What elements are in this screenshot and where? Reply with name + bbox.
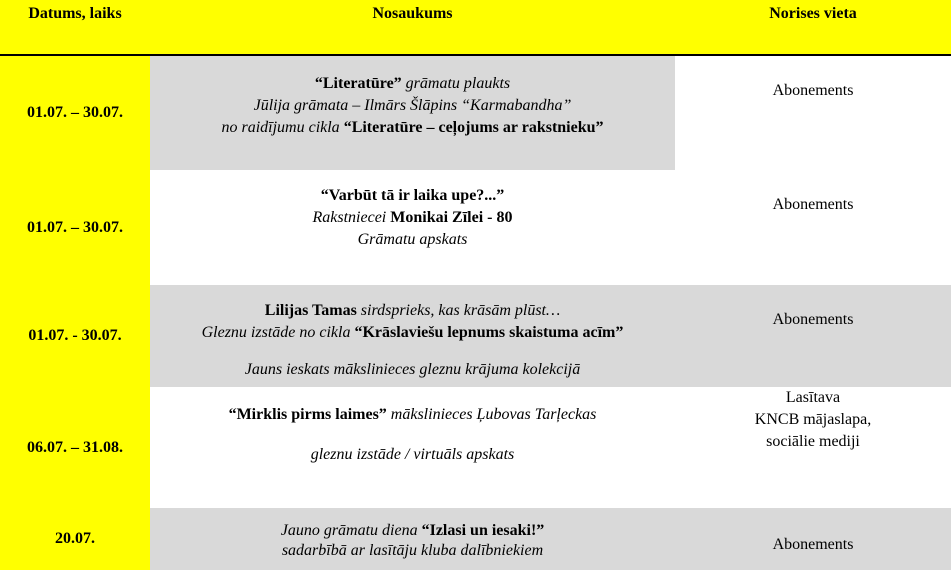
place-line: sociālie mediji xyxy=(766,433,860,450)
place-line: KNCB mājaslapa, xyxy=(754,411,872,428)
title-line: Jauno grāmatu diena “Izlasi un iesaki!” xyxy=(280,522,545,539)
title-line: gleznu izstāde / virtuāls apskats xyxy=(310,446,515,463)
table-row xyxy=(0,56,951,170)
row-title xyxy=(150,170,675,285)
row-title xyxy=(150,508,675,570)
row-title xyxy=(150,285,675,387)
title-line: Lilijas Tamas sirdsprieks, kas krāsām plūst… xyxy=(264,302,561,319)
title-line: “Varbūt tā ir laika upe?...” xyxy=(320,187,505,204)
table-row xyxy=(0,508,951,570)
row-title xyxy=(150,387,675,508)
place-line: Lasītava xyxy=(785,389,841,406)
row-date: 01.07. – 30.07. xyxy=(0,56,150,170)
title-line: Grāmatu apskats xyxy=(357,231,468,248)
row-title xyxy=(150,56,675,170)
header-title: Nosaukums xyxy=(372,5,453,22)
row-place xyxy=(675,56,951,170)
place-line: Abonements xyxy=(772,196,854,213)
row-place xyxy=(675,170,951,285)
header-date: Datums, laiks xyxy=(28,5,122,22)
title-line: Gleznu izstāde no cikla “Krāslaviešu lepnums skaistuma acīm” xyxy=(201,324,624,341)
table-header xyxy=(0,0,951,56)
row-place xyxy=(675,508,951,570)
row-date: 01.07. - 30.07. xyxy=(0,285,150,387)
place-line: Abonements xyxy=(772,82,854,99)
title-line: Jauns ieskats mākslinieces gleznu krājuma kolekcijā xyxy=(244,361,581,378)
row-place xyxy=(675,285,951,387)
place-line: Abonements xyxy=(772,311,854,328)
row-date: 06.07. – 31.08. xyxy=(0,387,150,508)
title-line: sadarbībā ar lasītāju kluba dalībniekiem xyxy=(281,542,544,559)
row-date: 01.07. – 30.07. xyxy=(0,170,150,285)
title-line: Rakstniecei Monikai Zīlei - 80 xyxy=(312,209,513,226)
table-row xyxy=(0,387,951,508)
row-date: 20.07. xyxy=(0,508,150,570)
header-place: Norises vieta xyxy=(769,5,857,22)
table-row xyxy=(0,285,951,387)
title-line: “Mirklis pirms laimes” mākslinieces Ļubovas Tarļeckas xyxy=(228,406,597,423)
title-line: Jūlija grāmata – Ilmārs Šlāpins “Karmabandha” xyxy=(253,97,572,114)
table-row xyxy=(0,170,951,285)
row-place xyxy=(675,387,951,508)
title-line: no raidījumu cikla “Literatūre – ceļojums ar rakstnieku” xyxy=(221,119,604,136)
title-line: “Literatūre” grāmatu plaukts xyxy=(314,75,511,92)
place-line: Abonements xyxy=(772,536,854,553)
